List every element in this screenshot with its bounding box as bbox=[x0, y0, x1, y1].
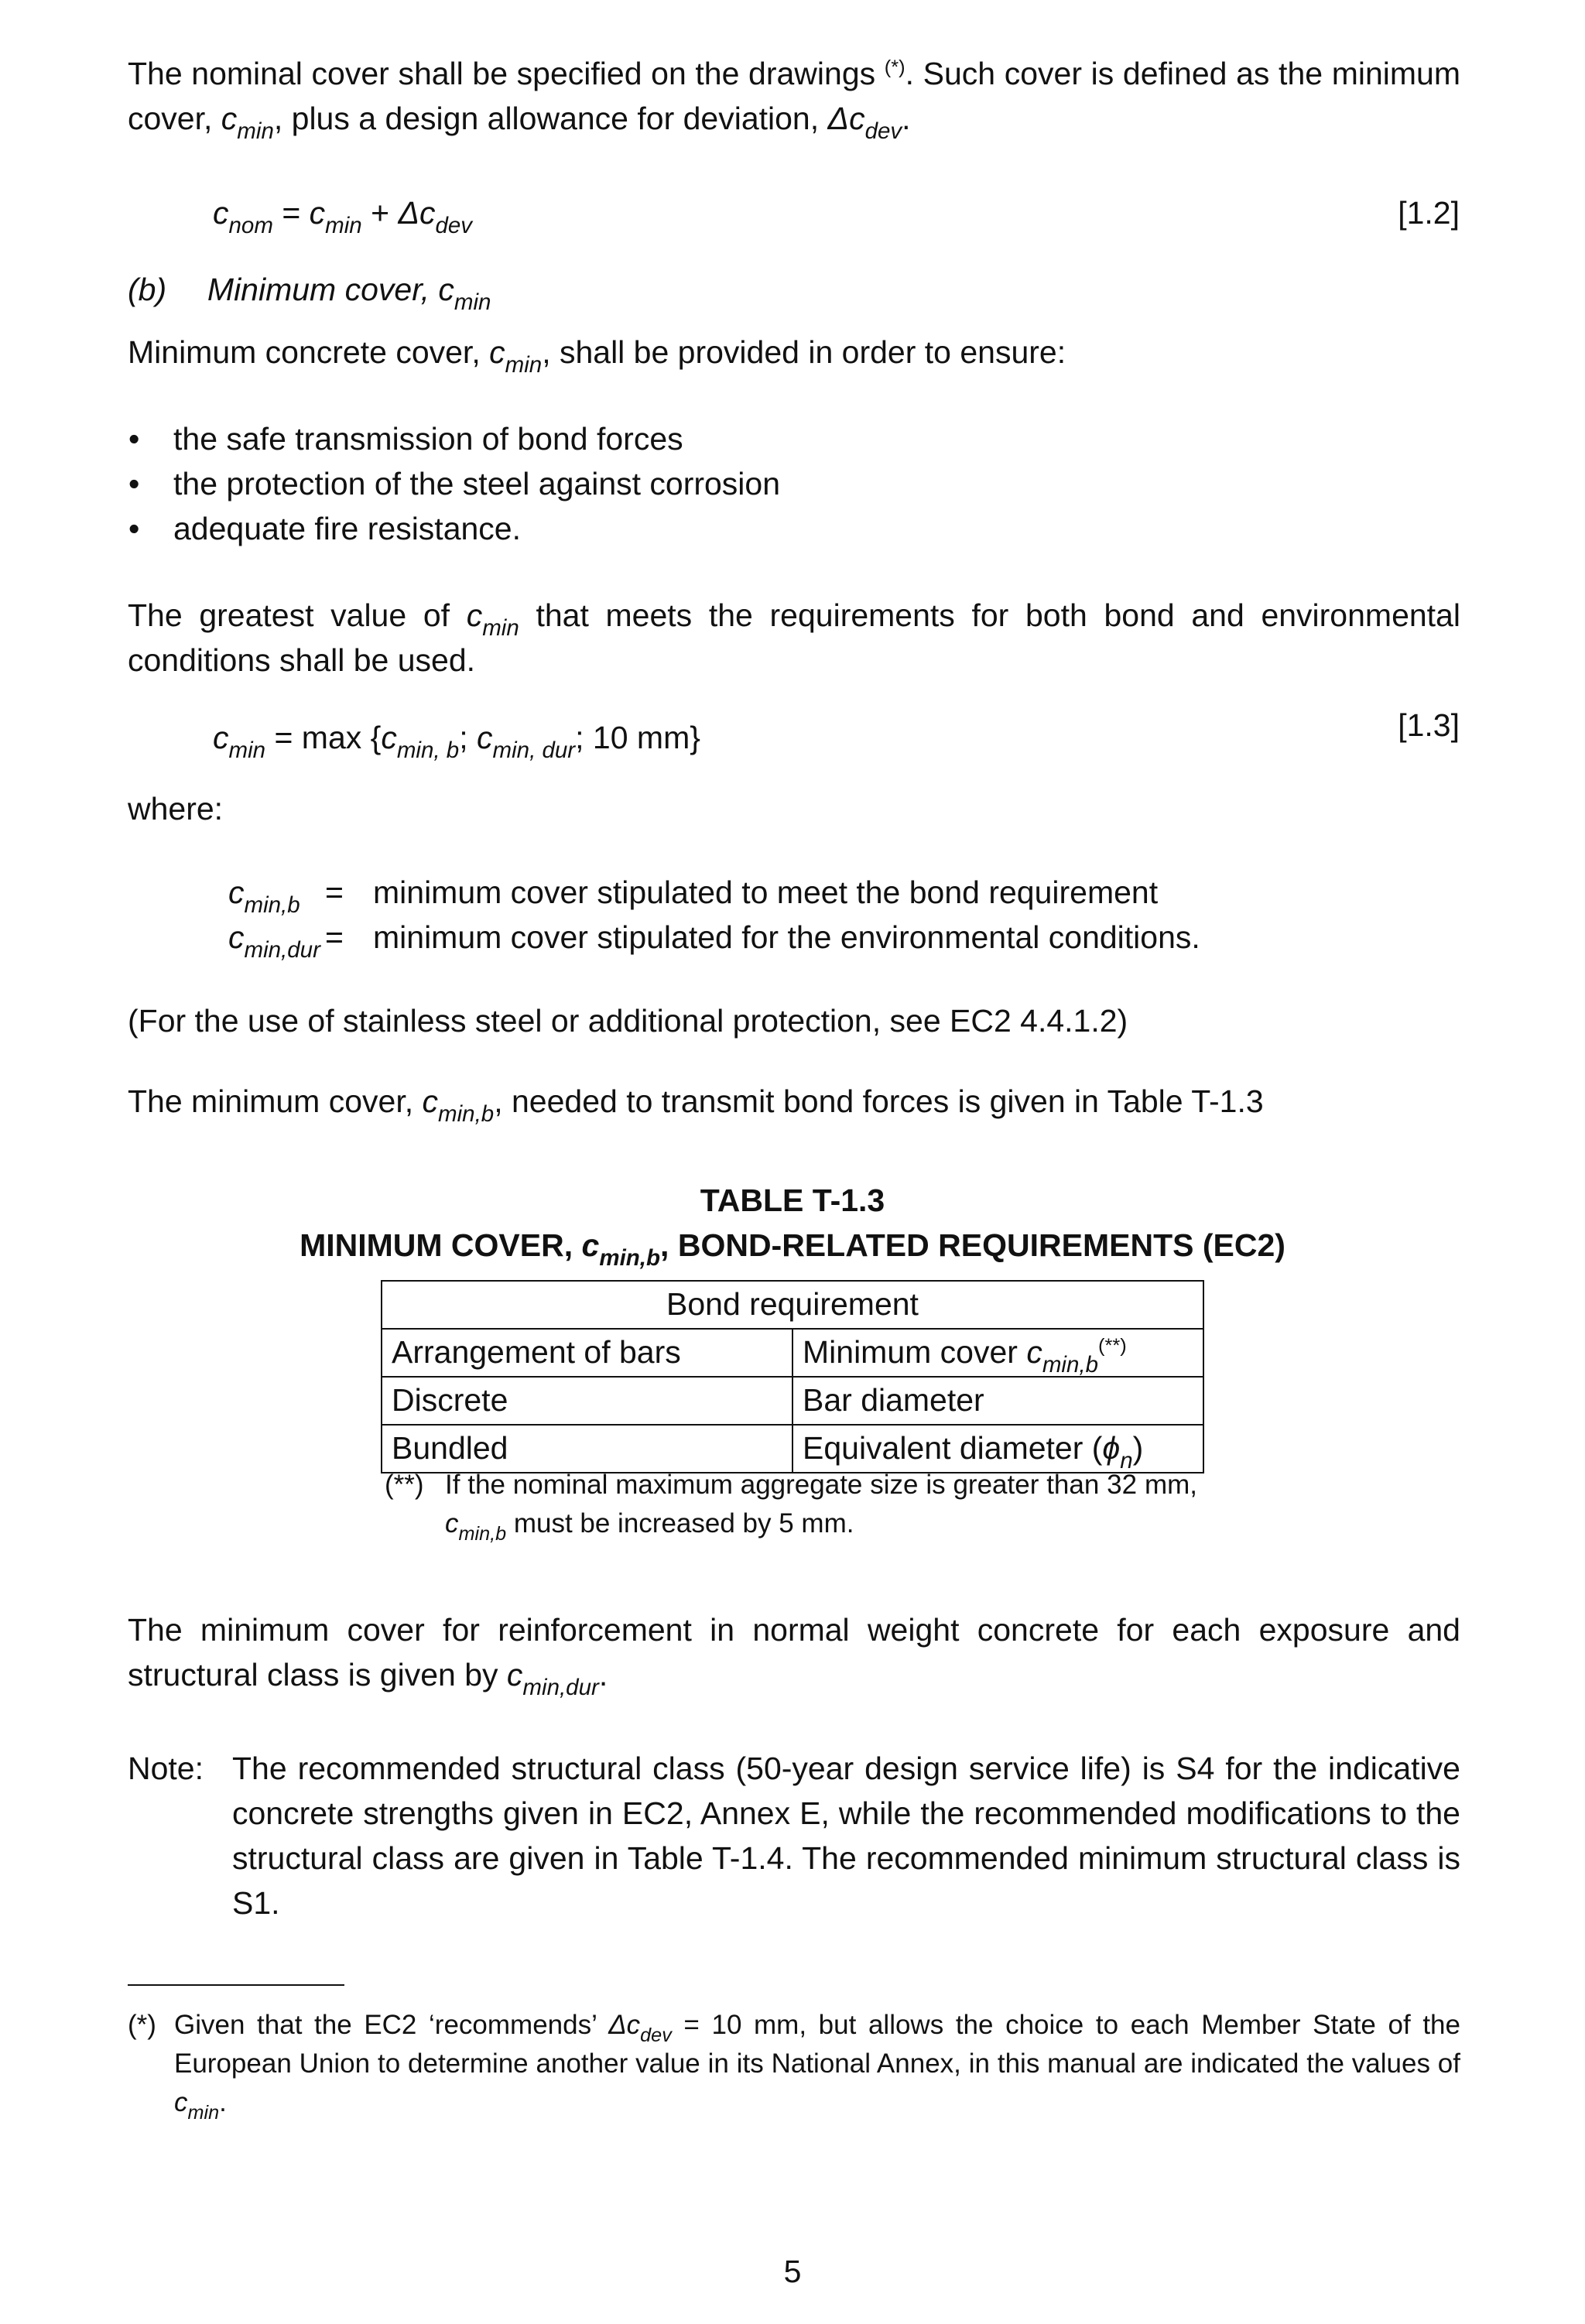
symbol-sub-dev: dev bbox=[435, 212, 473, 238]
intro-text-b: . Such cover is defined as the minimum cover, bbox=[128, 56, 1460, 136]
greatest-value-paragraph bbox=[128, 593, 1460, 683]
column-header-text: Minimum cover bbox=[803, 1333, 1018, 1370]
paragraph-text-a: Minimum concrete cover, bbox=[128, 334, 481, 370]
footnote bbox=[128, 2006, 1460, 2122]
caption-text-a: MINIMUM COVER, bbox=[300, 1227, 573, 1263]
definition-min-dur bbox=[228, 915, 1389, 963]
caption-text-b: , BOND-RELATED REQUIREMENTS (EC2) bbox=[660, 1227, 1285, 1263]
symbol-c: c bbox=[228, 874, 245, 910]
symbol-sub-dev: dev bbox=[640, 2025, 672, 2047]
footnote-text bbox=[174, 2006, 1460, 2122]
where-label: where: bbox=[128, 791, 224, 827]
symbol-delta: Δ bbox=[398, 195, 419, 231]
paragraph-text-a: The minimum cover, bbox=[128, 1083, 414, 1119]
paragraph-text-b: that meets the requirements for both bond and environmental conditions shall be used. bbox=[128, 597, 1460, 678]
symbol-c: c bbox=[213, 720, 229, 755]
symbol-c: c bbox=[849, 101, 865, 136]
note-mark: (**) bbox=[385, 1470, 424, 1500]
table-cell-arrangement: Discrete bbox=[382, 1377, 792, 1425]
note-text: The recommended structural class (50-year design service life) is S4 for the indicative concrete strengths given in EC2, Annex E, while the recommended modifications to the structural class are given in Table T-1.4. The recommended minimum structural class is S1. bbox=[232, 1751, 1460, 1921]
symbol-sub-min-dur: min, dur bbox=[492, 737, 576, 763]
footnote-text-b: = 10 mm, but allows the choice to each Member State of the European Union to determine another value in its National Annex, in this manual are indicated the values of bbox=[174, 2010, 1460, 2079]
symbol-sub-dev: dev bbox=[864, 118, 902, 144]
period: . bbox=[219, 2087, 227, 2117]
equals-sign: = bbox=[272, 195, 310, 231]
equation-1-2 bbox=[213, 190, 987, 238]
close-paren: ) bbox=[1132, 1429, 1144, 1466]
symbol-c: c bbox=[422, 1083, 439, 1119]
intro-text-c: , plus a design allowance for deviation, bbox=[273, 101, 820, 136]
section-label: (b) bbox=[128, 272, 167, 307]
symbol-sub-min: min bbox=[325, 212, 362, 238]
list-item: • the protection of the steel against corrosion bbox=[125, 461, 1441, 506]
max-operator: = max { bbox=[265, 720, 382, 755]
stainless-steel-note: (For the use of stainless steel or additional protection, see EC2 4.4.1.2) bbox=[128, 1003, 1128, 1039]
symbol-sub-min: min bbox=[237, 118, 274, 144]
exposure-paragraph bbox=[128, 1607, 1460, 1700]
equation-number-1-2: [1.2] bbox=[1398, 195, 1460, 231]
symbol-c: c bbox=[309, 195, 326, 231]
symbol-sub: min,dur bbox=[244, 936, 320, 963]
table-caption bbox=[0, 1223, 1585, 1271]
equals-sign: = bbox=[325, 919, 344, 955]
symbol-c: c bbox=[221, 101, 238, 136]
list-item: • adequate fire resistance. bbox=[125, 506, 1441, 551]
symbol-c: c bbox=[581, 1227, 600, 1263]
table-note-text bbox=[445, 1466, 1197, 1543]
bond-requirement-table bbox=[381, 1280, 1204, 1473]
definition-min-b bbox=[228, 870, 1389, 918]
definition-text: minimum cover stipulated to meet the bond requirement bbox=[373, 874, 1159, 910]
paragraph-text-b: , needed to transmit bond forces is given in Table T-1.3 bbox=[494, 1083, 1264, 1119]
symbol-sub-min-b: min,b bbox=[1042, 1351, 1099, 1378]
symbol-c: c bbox=[228, 919, 245, 955]
separator-and-limit: ; 10 mm} bbox=[575, 720, 700, 755]
symbol-sub-min: min bbox=[454, 289, 491, 315]
table-note bbox=[385, 1466, 1197, 1543]
bond-cover-paragraph bbox=[128, 1079, 1460, 1127]
symbol-sub-min: min bbox=[228, 737, 266, 763]
intro-paragraph bbox=[128, 51, 1460, 144]
symbol-delta: Δ bbox=[827, 101, 850, 136]
plus-sign: + bbox=[361, 195, 399, 231]
separator: ; bbox=[459, 720, 478, 755]
table-cell-cover: Bar diameter bbox=[792, 1377, 1203, 1425]
page-number: 5 bbox=[783, 2254, 802, 2289]
symbol-c: c bbox=[489, 334, 505, 370]
footnote-text-a: Given that the EC2 ‘recommends’ bbox=[174, 2010, 597, 2040]
symbol-sub-min-b: min,b bbox=[599, 1244, 661, 1271]
symbol-c: c bbox=[445, 1508, 459, 1538]
symbol-c: c bbox=[466, 597, 483, 633]
section-title: Minimum cover, bbox=[207, 272, 430, 307]
symbol-sub: min,b bbox=[244, 892, 300, 918]
symbol-sub-n: n bbox=[1120, 1447, 1133, 1473]
period: . bbox=[598, 1657, 608, 1693]
symbol-sub-min-dur: min,dur bbox=[522, 1674, 599, 1700]
column-header-arrangement: Arrangement of bars bbox=[382, 1329, 792, 1377]
equation-1-3 bbox=[213, 715, 987, 763]
symbol-sub-min-b: min, b bbox=[396, 737, 460, 763]
note-reference: (**) bbox=[1098, 1334, 1127, 1357]
cover-text: Equivalent diameter ( bbox=[803, 1429, 1103, 1466]
symbol-sub-min: min bbox=[505, 351, 543, 378]
symbol-c: c bbox=[1026, 1333, 1042, 1370]
symbol-sub-min: min bbox=[482, 614, 519, 641]
symbol-c: c bbox=[419, 195, 436, 231]
intro-period: . bbox=[902, 101, 911, 136]
list-item: • the safe transmission of bond forces bbox=[125, 416, 1441, 461]
paragraph-text: The minimum cover for reinforcement in normal weight concrete for each exposure and structural class is given by bbox=[128, 1612, 1460, 1693]
table-row bbox=[382, 1377, 1203, 1425]
requirements-list bbox=[125, 416, 1441, 551]
symbol-sub-min: min bbox=[187, 2102, 220, 2124]
table-header-row bbox=[382, 1281, 1203, 1329]
footnote-reference: (*) bbox=[884, 56, 905, 79]
equals-sign: = bbox=[325, 874, 344, 910]
intro-text-a: The nominal cover shall be specified on the drawings bbox=[128, 56, 876, 91]
symbol-c: c bbox=[213, 195, 229, 231]
symbol-c: c bbox=[438, 272, 454, 307]
footnote-mark: (*) bbox=[128, 2010, 156, 2040]
footnote-divider bbox=[128, 1984, 344, 1986]
symbol-sub-min-b: min,b bbox=[438, 1100, 495, 1127]
structural-class-note bbox=[128, 1746, 1460, 1925]
column-header-minimum-cover bbox=[792, 1329, 1203, 1377]
symbol-delta: Δ bbox=[608, 2010, 627, 2040]
section-b-heading bbox=[128, 267, 902, 315]
definition-text: minimum cover stipulated for the environmental conditions. bbox=[373, 919, 1200, 955]
symbol-sub-min-b: min,b bbox=[458, 1523, 507, 1545]
table-cell-arrangement: Bundled bbox=[382, 1425, 792, 1473]
symbol-c: c bbox=[477, 720, 493, 755]
note-text-a: If the nominal maximum aggregate size is greater than 32 mm, bbox=[445, 1470, 1197, 1500]
symbol-c: c bbox=[506, 1657, 523, 1693]
symbol-phi: ϕ bbox=[1102, 1429, 1121, 1466]
table-header-cell: Bond requirement bbox=[382, 1281, 1203, 1329]
equation-number-1-3: [1.3] bbox=[1398, 707, 1460, 743]
symbol-c: c bbox=[626, 2010, 641, 2040]
paragraph-text-b: , shall be provided in order to ensure: bbox=[542, 334, 1066, 370]
symbol-sub-nom: nom bbox=[228, 212, 273, 238]
note-label: Note: bbox=[128, 1751, 204, 1786]
min-cover-paragraph bbox=[128, 330, 1460, 378]
paragraph-text-a: The greatest value of bbox=[128, 597, 450, 633]
table-title: TABLE T-1.3 bbox=[700, 1183, 885, 1218]
symbol-c: c bbox=[174, 2087, 188, 2117]
note-text-b: must be increased by 5 mm. bbox=[513, 1508, 854, 1538]
symbol-c: c bbox=[381, 720, 397, 755]
table-column-header-row bbox=[382, 1329, 1203, 1377]
